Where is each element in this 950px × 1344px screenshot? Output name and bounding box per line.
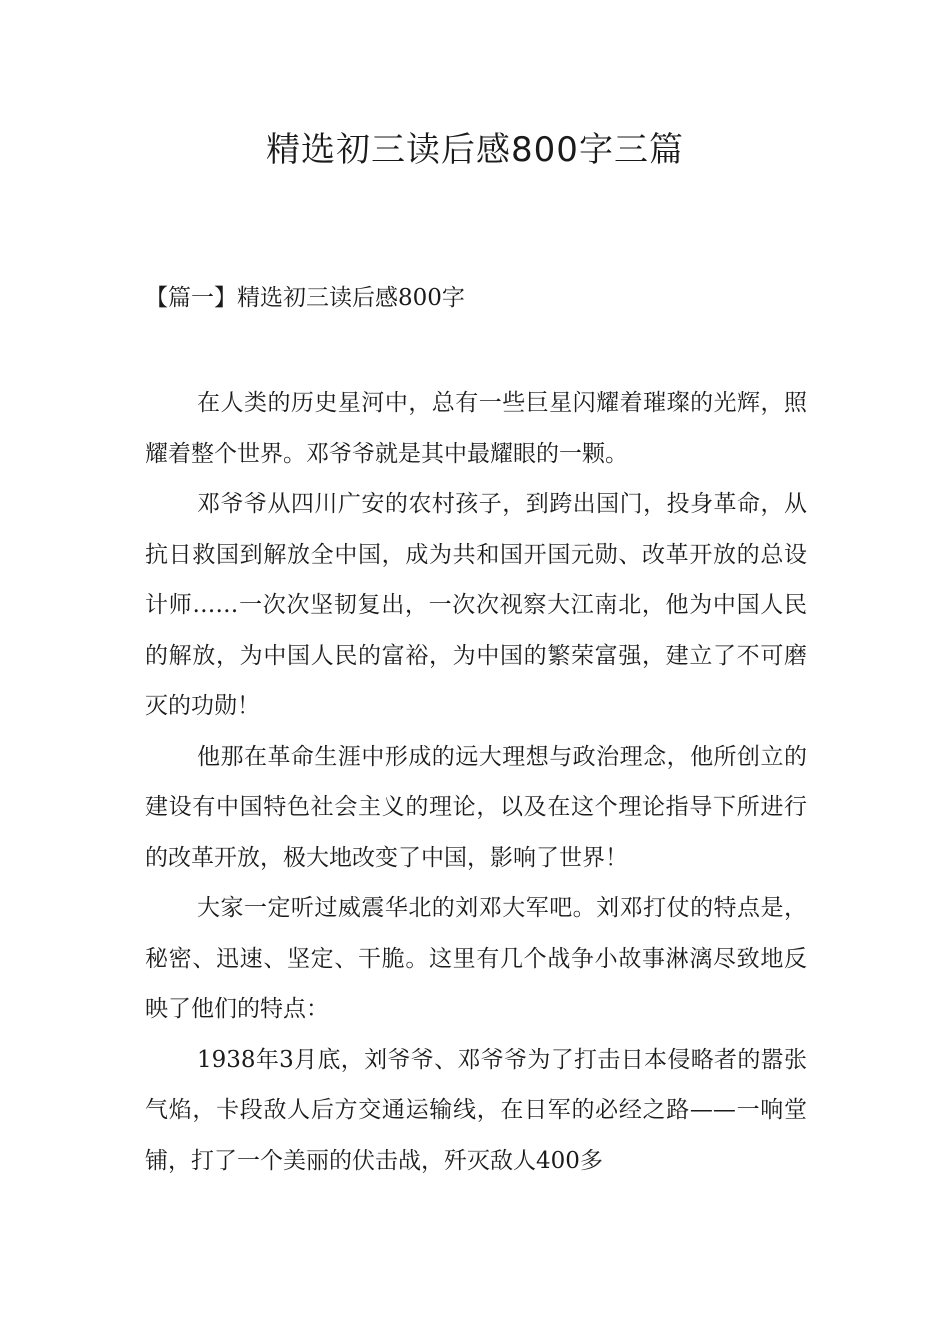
body-text <box>145 378 807 1186</box>
paragraph: 邓爷爷从四川广安的农村孩子，到跨出国门，投身革命，从抗日救国到解放全中国，成为共和国开国元勋、改革开放的总设计师……一次次坚韧复出，一次次视察大江南北，他为中国人民的解放，为中国人民的富裕，为中国的繁荣富强，建立了不可磨灭的功勋！ <box>145 491 807 719</box>
paragraph: 他那在革命生涯中形成的远大理想与政治理念，他所创立的建设有中国特色社会主义的理论，以及在这个理论指导下所进行的改革开放，极大地改变了中国，影响了世界！ <box>145 743 807 871</box>
section-heading: 【篇一】精选初三读后感800字 <box>145 285 465 311</box>
paragraph: 大家一定听过威震华北的刘邓大军吧。刘邓打仗的特点是，秘密、迅速、坚定、干脆。这里有几个战争小故事淋漓尽致地反映了他们的特点： <box>145 895 807 1022</box>
document-title: 精选初三读后感800字三篇 <box>266 130 684 170</box>
paragraph: 在人类的历史星河中，总有一些巨星闪耀着璀璨的光辉，照耀着整个世界。邓爷爷就是其中最耀眼的一颗。 <box>145 390 807 467</box>
paragraph: 1938年3月底，刘爷爷、邓爷爷为了打击日本侵略者的嚣张气焰，卡段敌人后方交通运输线，在日军的必经之路——一响堂铺，打了一个美丽的伏击战，歼灭敌人400多 <box>145 1046 807 1174</box>
